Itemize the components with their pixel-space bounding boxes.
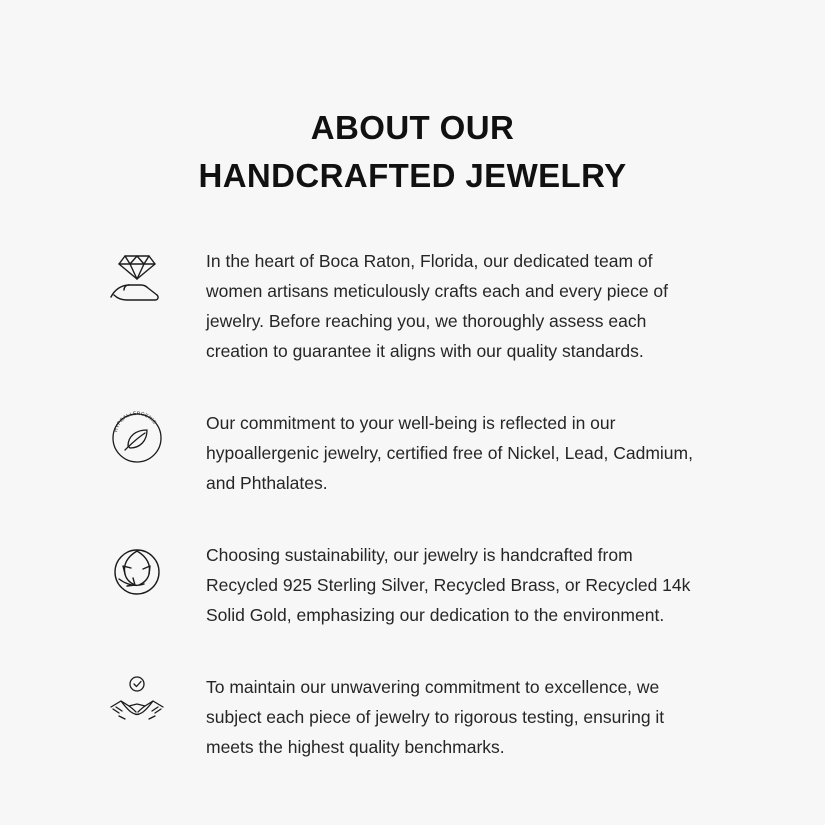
feature-item (104, 536, 733, 630)
feature-item (104, 668, 733, 762)
feature-item (104, 242, 733, 366)
feature-list (0, 242, 825, 762)
diamond-in-hand-icon (104, 244, 170, 310)
feature-text: In the heart of Boca Raton, Florida, our dedicated team of women artisans meticulously crafts each and every piece of jewelry. Before reaching you, we thoroughly assess each creation to guarantee it aligns with our quality standards. (206, 251, 669, 361)
feature-text: Choosing sustainability, our jewelry is handcrafted from Recycled 925 Sterling Silver, Recycled Brass, or Recycled 14k Solid Gold, emphasizing our dedication to the environment. (206, 545, 691, 625)
svg-text:HYPOALLERGENIC: HYPOALLERGENIC (113, 410, 158, 433)
page-title (93, 0, 733, 200)
feature-text: To maintain our unwavering commitment to excellence, we subject each piece of jewelry to rigorous testing, ensuring it meets the highest quality benchmarks. (206, 677, 665, 757)
recycling-leaves-icon (104, 538, 170, 604)
feature-item (104, 404, 733, 498)
handshake-check-icon (104, 670, 170, 736)
hypoallergenic-leaf-badge-icon (104, 404, 170, 470)
page-title-line-1: ABOUT OUR (310, 109, 515, 146)
feature-text: Our commitment to your well-being is reflected in our hypoallergenic jewelry, certified free of Nickel, Lead, Cadmium, and Phthalates. (206, 413, 693, 493)
page-title-line-2: HANDCRAFTED JEWELRY (198, 157, 627, 194)
